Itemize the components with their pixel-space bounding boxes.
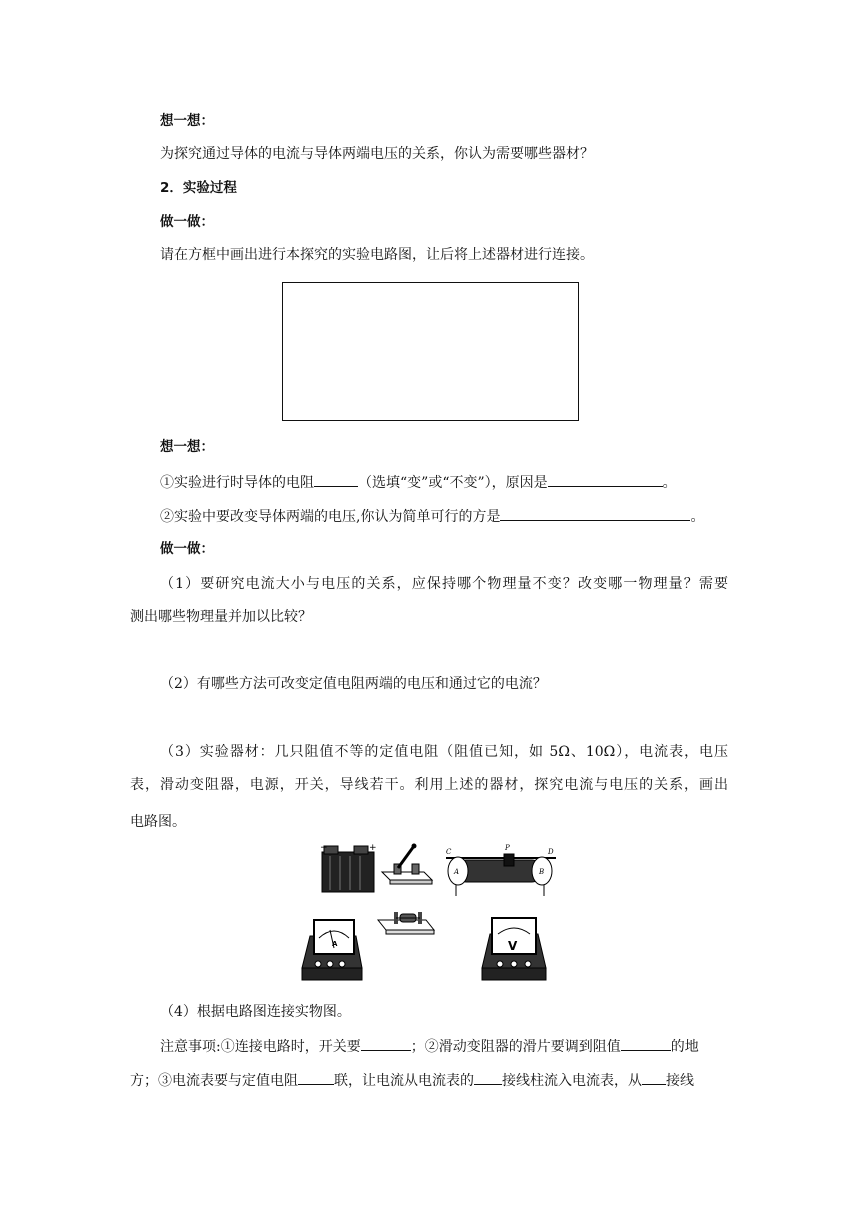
think2-q1-mid: （选填“变”或“不变”），原因是 <box>358 475 548 491</box>
circuit-drawing-box[interactable] <box>282 282 579 421</box>
battery-plus-label: + <box>369 843 377 853</box>
apparatus-figure <box>296 838 566 988</box>
notes-2d: 接线 <box>666 1073 694 1089</box>
think2-q2-prefix: ②实验中要改变导体两端的电压,你认为简单可行的方是 <box>160 509 501 525</box>
think2-question-1 <box>160 471 677 493</box>
notes-2b: 联，让电流从电流表的 <box>334 1073 474 1089</box>
question-1-line-2: 测出哪些物理量并加以比较？ <box>130 609 312 625</box>
method-blank[interactable] <box>500 505 690 521</box>
resistor-image <box>378 912 434 934</box>
ammeter-symbol: A <box>332 940 338 948</box>
think1-heading: 想一想： <box>160 113 214 129</box>
question-3-line-3: 电路图。 <box>130 814 186 830</box>
resistance-change-blank[interactable] <box>314 471 358 487</box>
question-3-line-1: （3）实验器材：几只阻值不等的定值电阻（阻值已知，如 5Ω、10Ω），电流表，电压 <box>160 744 728 760</box>
notes-2a: 方；③电流表要与定值电阻 <box>130 1073 298 1089</box>
think2-question-2 <box>160 505 704 527</box>
rheostat-c-label: C <box>446 848 452 856</box>
switch-image <box>382 844 432 885</box>
voltmeter-symbol: V <box>508 939 518 953</box>
question-4: （4）根据电路图连接实物图。 <box>160 1004 351 1020</box>
do2-heading: 做一做： <box>160 541 214 557</box>
notes-1b: ；②滑动变阻器的滑片要调到阻值 <box>410 1039 621 1055</box>
voltmeter-image <box>482 918 546 980</box>
do1-heading: 做一做： <box>160 214 214 230</box>
notes-2c: 接线柱流入电流表，从 <box>502 1073 642 1089</box>
battery-minus-label: − <box>320 843 328 853</box>
rheostat-image <box>446 844 556 896</box>
think2-q2-end: 。 <box>690 509 705 525</box>
question-3-line-2: 表，滑动变阻器，电源，开关，导线若干。利用上述的器材，探究电流与电压的关系，画出 <box>130 777 728 793</box>
notes-1a: 注意事项:①连接电路时，开关要 <box>160 1039 361 1055</box>
think2-q1-prefix: ①实验进行时导体的电阻 <box>160 475 314 491</box>
rheostat-d-label: D <box>548 848 554 856</box>
rheostat-position-blank[interactable] <box>621 1035 671 1051</box>
notes-1c: 的地 <box>670 1039 699 1055</box>
notes-line-2 <box>130 1069 694 1091</box>
notes-line-1 <box>160 1035 699 1057</box>
step2-heading: 2．实验过程 <box>160 180 237 196</box>
battery-image <box>320 843 377 892</box>
rheostat-p-label: P <box>505 844 510 852</box>
do1-instruction: 请在方框中画出进行本探究的实验电路图，让后将上述器材进行连接。 <box>160 247 594 263</box>
reason-blank[interactable] <box>548 471 663 487</box>
question-2: （2）有哪些方法可改变定值电阻两端的电压和通过它的电流？ <box>160 676 547 692</box>
think2-heading: 想一想： <box>160 439 214 455</box>
switch-state-blank[interactable] <box>361 1035 411 1051</box>
ammeter-image <box>302 920 362 980</box>
think1-question: 为探究通过导体的电流与导体两端电压的关系，你认为需要哪些器材？ <box>160 146 594 162</box>
outflow-terminal-blank[interactable] <box>642 1069 666 1085</box>
rheostat-b-label: B <box>539 868 545 876</box>
connection-type-blank[interactable] <box>298 1069 334 1085</box>
rheostat-a-label: A <box>454 868 460 876</box>
question-1-line-1: （1）要研究电流大小与电压的关系，应保持哪个物理量不变？改变哪一物理量？需要 <box>160 576 728 592</box>
think2-q1-end: 。 <box>662 475 677 491</box>
inflow-terminal-blank[interactable] <box>474 1069 502 1085</box>
